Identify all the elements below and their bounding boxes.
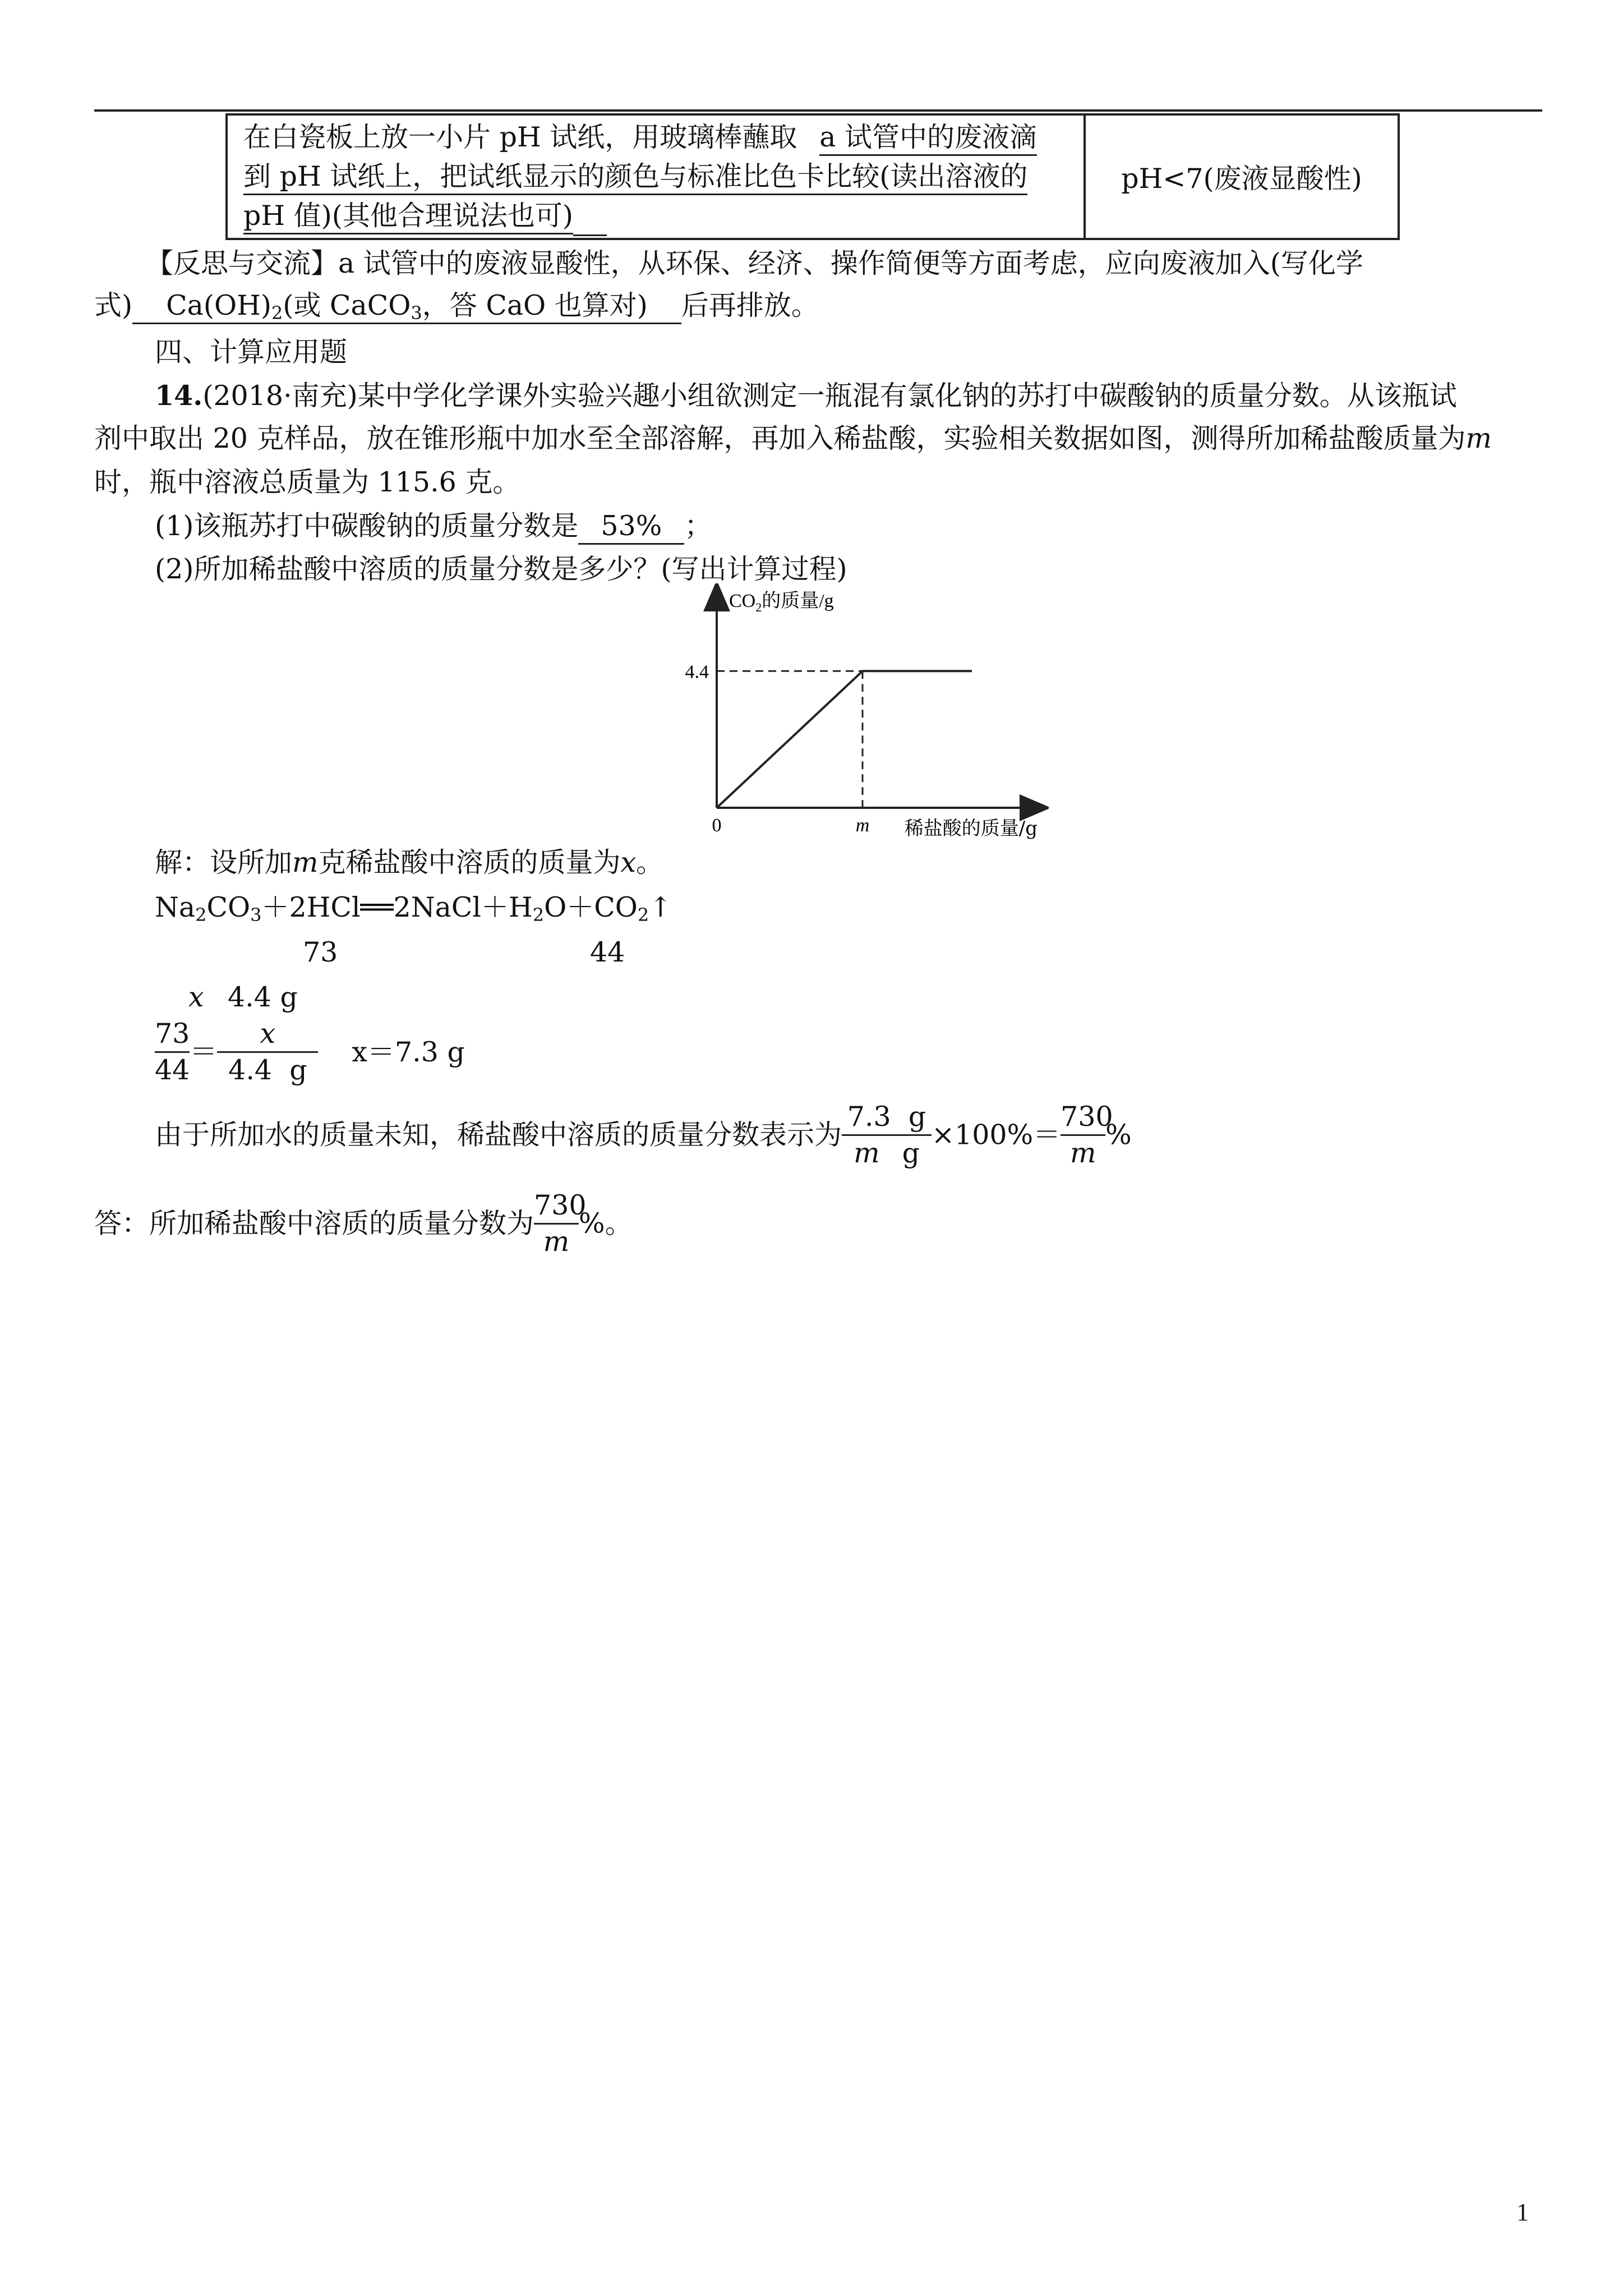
prop-num-2: x (260, 1018, 276, 1050)
var-x (188, 981, 204, 1014)
reflection-line-2 (94, 289, 819, 323)
answer-cao: ，答 CaO 也算对) (422, 289, 648, 321)
reflection-suffix: 后再排放。 (681, 289, 819, 321)
molar-mass-44: 44 (590, 936, 625, 968)
var-44g: 4.4 g (228, 981, 298, 1013)
reflection-answer (132, 289, 681, 324)
solution-x: x (620, 846, 637, 878)
frac1-den-m: m (854, 1137, 880, 1169)
experiment-table (225, 113, 1400, 240)
prop-den-1: 44 (155, 1054, 190, 1086)
q14-line-1-text: (2018·南充)某中学化学课外实验兴趣小组欲测定一瓶混有氯化钠的苏打中碳酸钠的质量分数。从该瓶试 (202, 380, 1457, 412)
q14-line-2 (94, 422, 1492, 455)
reflection-line-1: 【反思与交流】a 试管中的废液显酸性，从环保、经济、操作简便等方面考虑，应向废液加入(写化学 (146, 247, 1363, 279)
table-line-2 (243, 157, 1083, 196)
y-axis-label (729, 590, 834, 614)
answer-caco: (或 CaCO (283, 289, 411, 321)
answer-sub-2: 2 (271, 302, 283, 324)
solution-intro-c: 。 (636, 846, 664, 878)
eq-sub-2: 3 (250, 904, 262, 926)
q14-sub-1-suffix: ； (684, 510, 712, 542)
table-line-3 (243, 196, 1083, 236)
molar-mass-73: 73 (303, 936, 338, 968)
frac2-num: 730 (1061, 1101, 1113, 1133)
q14-line-1 (155, 379, 1457, 413)
solution-m: m (292, 846, 319, 878)
prop-den-2: 4.4 g (228, 1054, 307, 1086)
table-row (227, 114, 1399, 239)
q14-sub-1-text: (1)该瓶苏打中碳酸钠的质量分数是 (155, 510, 579, 542)
percent-sign: % (1105, 1119, 1132, 1151)
table-blank-tail (573, 205, 607, 236)
proportion-frac-1 (155, 1016, 190, 1088)
eq-na: Na (155, 891, 196, 923)
eq-mid: ＋2HCl══2NaCl＋H (261, 891, 533, 923)
series-line (717, 671, 972, 808)
frac-73g-over-mg (842, 1099, 932, 1171)
q14-line-2-text: 剂中取出 20 克样品，放在锥形瓶中加水至全部溶解，再加入稀盐酸，实验相关数据如图，测得所加稀盐酸质量为 (94, 422, 1466, 454)
q14-m: m (1465, 422, 1492, 454)
solution-intro-a: 解：设所加 (155, 846, 293, 878)
y-axis-label-main: CO (729, 591, 756, 611)
table-cell-result: pH<7(废液显酸性) (1085, 114, 1399, 239)
answer-num: 730 (534, 1189, 587, 1221)
answer-caoh: Ca(OH) (166, 289, 271, 321)
frac1-num: 7.3 g (847, 1101, 926, 1133)
solution-intro (155, 846, 663, 880)
q14-sub-1-answer: 53% (578, 510, 684, 545)
reflection-prefix: 式) (94, 289, 133, 321)
prop-eq: ＝ (190, 1036, 218, 1068)
var-x-text: x (188, 981, 204, 1013)
prop-num-1: 73 (155, 1018, 190, 1050)
section-title: 四、计算应用题 (155, 336, 348, 368)
table-line-3-answer: pH 值)(其他合理说法也可) (243, 200, 573, 234)
prop-result (352, 1036, 465, 1068)
proportion (155, 1016, 465, 1088)
frac1-den-g: g (902, 1137, 920, 1169)
x-axis-label: 稀盐酸的质量/g (904, 817, 1038, 840)
co2-chart (645, 583, 1049, 841)
eq-sub-4: 2 (637, 904, 649, 926)
q14-sub-2: (2)所加稀盐酸中溶质的质量分数是多少？(写出计算过程) (155, 553, 847, 585)
x-tick-label: m (855, 815, 870, 836)
y-axis-label-sub: 2 (755, 600, 762, 614)
answer-text: 答：所加稀盐酸中溶质的质量分数为 (94, 1207, 534, 1240)
answer-den: m (543, 1226, 570, 1258)
answer-suffix: %。 (579, 1207, 633, 1240)
eq-arrow: ↑ (649, 891, 672, 923)
y-tick-label: 4.4 (685, 661, 709, 683)
q14-line-3: 时，瓶中溶液总质量为 115.6 克。 (94, 466, 520, 498)
page-number: 1 (1516, 2198, 1529, 2226)
table-line-2-answer: 到 pH 试纸上，把试纸显示的颜色与标准比色卡比较(读出溶液的 (243, 160, 1027, 195)
chemical-equation (155, 891, 672, 924)
eq-sub-1: 2 (195, 904, 207, 926)
q14-number: 14. (155, 379, 203, 412)
answer-frac (534, 1188, 587, 1259)
answer-sub-3: 3 (411, 302, 422, 324)
q14-sub-1 (155, 509, 712, 543)
eq-sub-3: 2 (532, 904, 545, 926)
table-line-1-text: 在白瓷板上放一小片 pH 试纸，用玻璃棒蘸取 (243, 121, 797, 153)
origin-label: 0 (712, 815, 722, 836)
top-rule (94, 109, 1542, 112)
y-axis-label-rest: 的质量/g (762, 591, 834, 611)
final-answer (94, 1188, 633, 1259)
prop-result-text: x＝7.3 g (352, 1036, 465, 1068)
frac2-den: m (1069, 1137, 1096, 1169)
frac1-den (842, 1136, 932, 1171)
water-text: 由于所加水的质量未知，稀盐酸中溶质的质量分数表示为 (155, 1119, 842, 1151)
solution-intro-b: 克稀盐酸中溶质的质量为 (318, 846, 621, 878)
eq-o: O＋CO (544, 891, 638, 923)
proportion-frac-2 (217, 1016, 318, 1088)
eq-co: CO (206, 891, 251, 923)
table-line-1 (243, 118, 1083, 157)
table-cell-operation (227, 114, 1085, 239)
times-100: ×100%＝ (932, 1119, 1061, 1151)
table-line-1-answer: a 试管中的废液滴 (819, 121, 1037, 156)
water-statement (155, 1099, 1132, 1171)
frac-730-over-m (1061, 1099, 1113, 1171)
